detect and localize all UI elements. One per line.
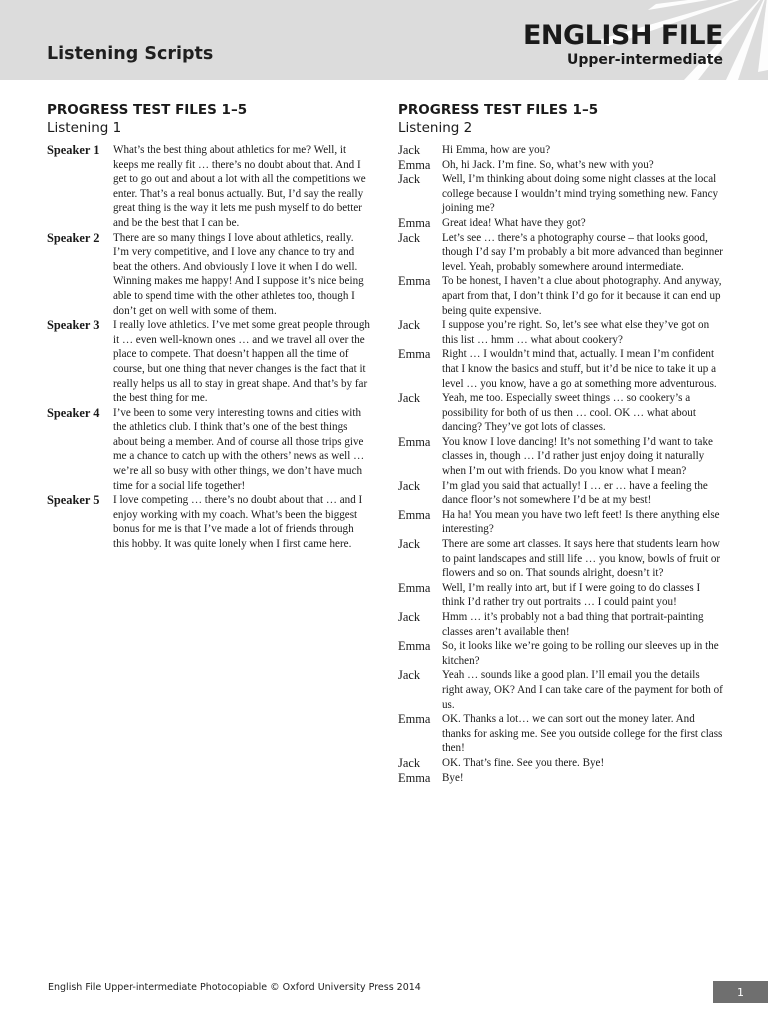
page-number: 1 (713, 981, 768, 1003)
speaker-label: Emma (398, 770, 431, 785)
dialogue-line (398, 216, 723, 231)
speaker-text: There are so many things I love about athletics, really. I’m very competitive, and I love any chance to try and beat the others. And obviously I love it when I do well. Winning makes me happy! And I suppose it’s nice being able to spend time with the other athletes too, though I don’t get on well with some of them. (113, 231, 364, 317)
dialogue-line (398, 435, 723, 479)
speaker-label: Emma (398, 157, 431, 172)
script-entry (47, 493, 372, 551)
script-entry (47, 143, 372, 231)
dialogue-line (398, 756, 723, 771)
script-entry (47, 231, 372, 319)
dialogue-text: OK. Thanks a lot… we can sort out the money later. And thanks for asking me. See you outside college for the first class then! (442, 713, 723, 755)
speaker-label: Jack (398, 143, 421, 157)
dialogue-text: To be honest, I haven’t a clue about photography. And anyway, apart from that, I don’t think I’d go for it because it can end up being quite expensive. (442, 275, 722, 317)
section-title: PROGRESS TEST FILES 1–5 (47, 102, 248, 118)
dialogue-line (398, 143, 723, 158)
dialogue-line (398, 639, 723, 668)
dialogue-text: Right … I wouldn’t mind that, actually. I mean I’m confident that I know the basics and stuff, but it’d be nice to take it up a level … you know, have a go at something more adventurous. (442, 348, 717, 390)
footer-credit (48, 982, 421, 993)
dialogue-line (398, 158, 723, 173)
speaker-label: Emma (398, 712, 431, 727)
dialogue-text: Well, I’m thinking about doing some night classes at the local college because I wouldn’t mind trying something new. Fancy joining me? (442, 173, 719, 215)
section-title: PROGRESS TEST FILES 1–5 (398, 102, 599, 118)
dialogue-text: Oh, hi Jack. I’m fine. So, what’s new with you? (442, 158, 654, 171)
dialogue-line (398, 771, 723, 786)
script-entry (47, 318, 372, 406)
dialogue-line (398, 479, 723, 508)
dialogue-list (398, 143, 723, 785)
footer-book-title: English File Upper-intermediate (48, 982, 197, 993)
speaker-label: Emma (398, 507, 431, 522)
listening-1-column (47, 101, 372, 552)
dialogue-text: There are some art classes. It says here that students learn how to paint landscapes and still life … you know, bowls of fruit or flowers and so on. That sounds alright, doesn’t it? (442, 538, 721, 580)
dialogue-line (398, 581, 723, 610)
header-banner (0, 0, 768, 80)
speaker-label: Jack (398, 230, 421, 245)
dialogue-text: Hi Emma, how are you? (442, 144, 551, 156)
dialogue-line (398, 712, 723, 756)
speaker-label: Emma (398, 347, 431, 362)
speaker-label: Jack (398, 478, 421, 493)
speaker-label: Speaker 5 (47, 493, 100, 508)
speaker-label: Emma (398, 274, 431, 289)
brand-level: Upper-intermediate (566, 52, 723, 68)
dialogue-line (398, 274, 723, 318)
speaker-label: Jack (398, 755, 421, 770)
speaker-text: What’s the best thing about athletics for me? Well, it keeps me really fit … there’s no doubt about that. And I get to go out and about a lot with all the competitions we enter. That’s a real bonus actually. But, I’d say the really great thing is the way it lets me push myself to do better and be the best that I can be. (113, 144, 366, 229)
section-subtitle: Listening 1 (47, 120, 122, 136)
dialogue-text: Let’s see … there’s a photography course – that looks good, though I’d say I’m probably a bit more advanced than beginner level. Yeah, probably somewhere around intermediate. (442, 231, 723, 273)
dialogue-line (398, 537, 723, 581)
speaker-label: Speaker 2 (47, 230, 100, 245)
page-title: Listening Scripts (47, 44, 214, 64)
speaker-text: I love competing … there’s no doubt about that … and I enjoy working with my coach. What’s been the biggest bonus for me is that I’ve made a lot of friends through this hobby. It was quite lonely when I first came here. (113, 494, 363, 551)
speaker-label: Jack (398, 537, 421, 552)
dialogue-line (398, 668, 723, 712)
dialogue-text: Yeah … sounds like a good plan. I’ll email you the details right away, OK? And I can take care of the payment for both of us. (442, 669, 723, 711)
brand-name: ENGLISH FILE (522, 20, 723, 51)
footer-rights: Photocopiable © Oxford University Press 2014 (199, 982, 421, 993)
speaker-label: Jack (398, 610, 421, 624)
speaker-label: Emma (398, 580, 431, 595)
dialogue-text: Well, I’m really into art, but if I were going to do classes I think I’d rather try out portraits … I could paint you! (442, 581, 701, 609)
speaker-label: Speaker 3 (47, 318, 100, 333)
speaker-label: Speaker 4 (47, 405, 100, 420)
speaker-label: Emma (398, 639, 431, 654)
speaker-label: Jack (398, 318, 421, 333)
dialogue-text: So, it looks like we’re going to be rolling our sleeves up in the kitchen? (442, 640, 719, 667)
dialogue-line (398, 610, 723, 639)
dialogue-text: OK. That’s fine. See you there. Bye! (442, 756, 605, 769)
dialogue-text: I suppose you’re right. So, let’s see what else they’ve got on this list … hmm … what about cookery? (442, 319, 710, 346)
listening-2-column (398, 101, 723, 785)
speaker-label: Jack (398, 668, 421, 683)
speaker-text: I’ve been to some very interesting towns and cities with the athletics club. I think that’s one of the best things about being a member. And of course all those trips give me a chance to catch up with the others’ news as well … we’re all so busy with other things, we don’t have much time for a social life together! (113, 406, 365, 492)
speaker-label: Emma (398, 434, 431, 449)
speaker-text: I really love athletics. I’ve met some great people through it … even well-known ones … and we travel all over the place to compete. That doesn’t happen all the time of course, but one thing that never changes is the fact that it really helps us all to stay in great shape. And that’s by far the best thing for me. (113, 319, 370, 405)
dialogue-text: Great idea! What have they got? (442, 216, 586, 229)
section-subtitle: Listening 2 (398, 120, 473, 136)
dialogue-text: I’m glad you said that actually! I … er … have a feeling the dance floor’s not somewhere I’d be at my best! (442, 479, 708, 507)
speaker-label: Emma (398, 215, 431, 230)
dialogue-line (398, 347, 723, 391)
dialogue-line (398, 231, 723, 275)
script-entry (47, 406, 372, 494)
dialogue-text: Ha ha! You mean you have two left feet! Is there anything else interesting? (442, 508, 720, 536)
dialogue-line (398, 391, 723, 435)
dialogue-text: You know I love dancing! It’s not something I’d want to take classes in, though … I’d rather just enjoy doing it naturally when I’m out with friends. Do you know what I mean? (442, 435, 713, 478)
speaker-label: Jack (398, 391, 421, 406)
dialogue-line (398, 172, 723, 216)
dialogue-line (398, 508, 723, 537)
dialogue-text: Yeah, me too. Especially sweet things … so cookery’s a possibility for both of us then … cool. OK … what about dancing? They’ve got lots of classes. (442, 392, 696, 434)
speaker-label: Jack (398, 172, 421, 187)
speaker-label: Speaker 1 (47, 143, 100, 157)
dialogue-text: Bye! (442, 771, 464, 784)
dialogue-text: Hmm … it’s probably not a bad thing that portrait-painting classes aren’t available then! (442, 611, 704, 638)
speaker-list (47, 143, 372, 552)
dialogue-line (398, 318, 723, 347)
